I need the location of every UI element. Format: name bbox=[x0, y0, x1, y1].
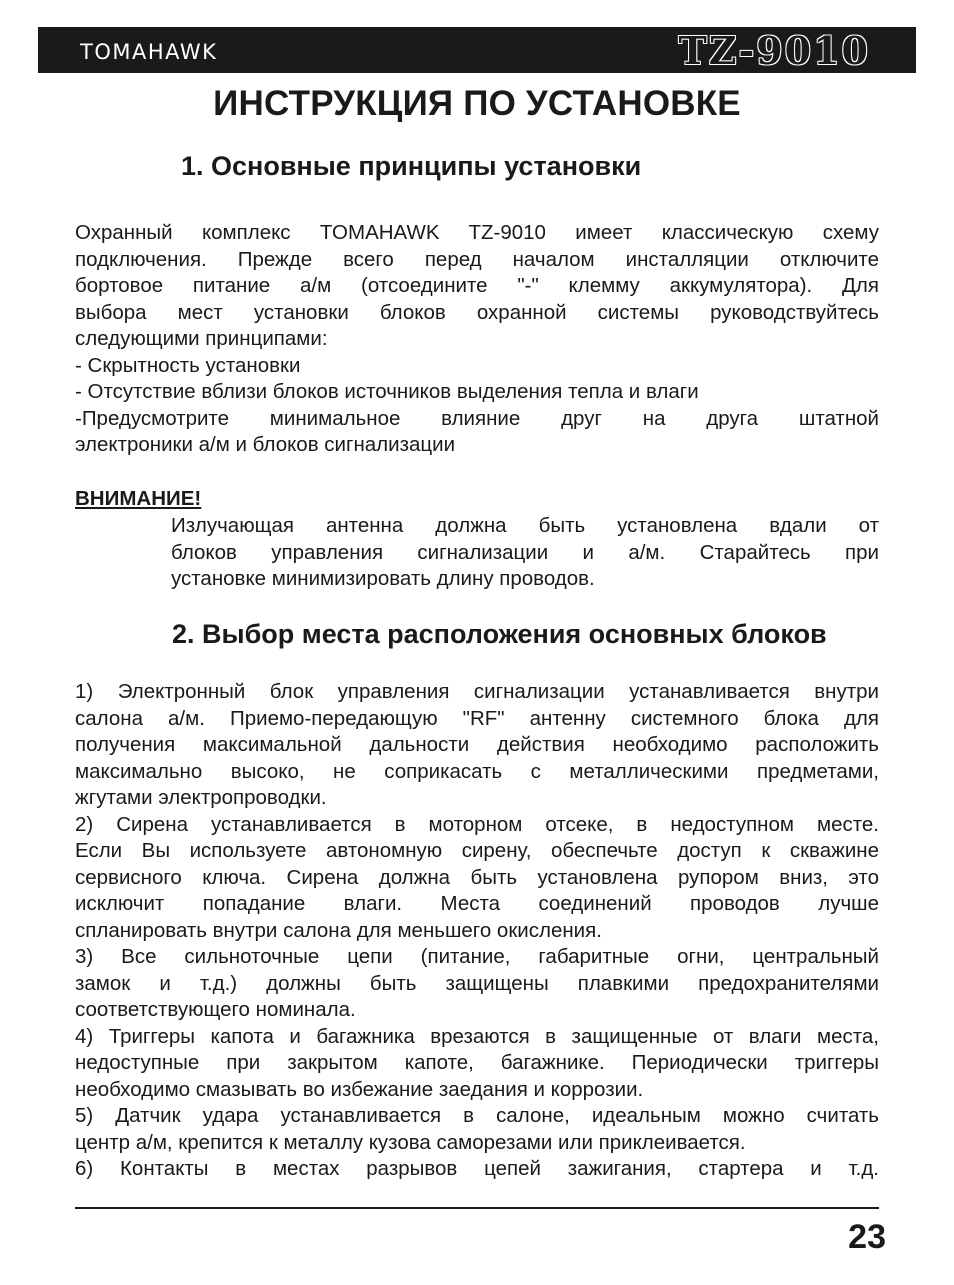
text-line: выбора мест установки блоков охранной системы руководствуйтесь bbox=[75, 300, 879, 324]
warning-label: ВНИМАНИЕ! bbox=[75, 487, 202, 510]
text-line: получения максимальной дальности действия необходимо расположить bbox=[75, 733, 879, 756]
text-line: -Предусмотрите минимальное влияние друг на друга штатной bbox=[75, 406, 879, 430]
model-name: TZ-9010 bbox=[678, 28, 870, 73]
text-line: - Скрытность установки bbox=[75, 353, 301, 377]
brand-name: TOMAHAWK bbox=[80, 40, 218, 64]
page-number: 23 bbox=[848, 1218, 886, 1256]
text-line: Охранный комплекс TOMAHAWK TZ-9010 имеет классическую схему bbox=[75, 221, 879, 244]
section-2-body bbox=[75, 679, 879, 1183]
text-line: исключит попадание влаги. Места соединений проводов лучше bbox=[75, 892, 879, 915]
text-line: электроники а/м и блоков сигнализации bbox=[75, 433, 456, 456]
header-bar bbox=[38, 27, 916, 73]
text-line: 1) Электронный блок управления сигнализации устанавливается внутри bbox=[75, 680, 879, 703]
text-line: максимально высоко, не соприкасать с металлическими предметами, bbox=[75, 759, 879, 783]
text-line: 6) Контакты в местах разрывов цепей зажигания, стартера и т.д. bbox=[75, 1157, 879, 1180]
text-line: салона а/м. Приемо-передающую "RF" антенну системного блока для bbox=[75, 706, 879, 730]
text-line: 2) Сирена устанавливается в моторном отсеке, в недоступном месте. bbox=[75, 812, 879, 836]
text-line: 3) Все сильноточные цепи (питание, габаритные огни, центральный bbox=[75, 945, 879, 968]
text-line: Излучающая антенна должна быть установлена вдали от bbox=[171, 514, 879, 537]
text-line: необходимо смазывать во избежание заедания и коррозии. bbox=[75, 1077, 644, 1101]
text-line: 5) Датчик удара устанавливается в салоне, идеальным можно считать bbox=[75, 1104, 879, 1127]
page-title: ИНСТРУКЦИЯ ПО УСТАНОВКЕ bbox=[213, 84, 741, 123]
text-line: жгутами электропроводки. bbox=[75, 786, 327, 809]
text-line: 4) Триггеры капота и багажника врезаются в защищенные от влаги места, bbox=[75, 1024, 879, 1048]
text-line: центр а/м, крепится к металлу кузова саморезами или приклеивается. bbox=[75, 1130, 746, 1154]
text-line: соответствующего номинала. bbox=[75, 998, 356, 1021]
section-1-body bbox=[75, 220, 879, 459]
footer-divider bbox=[75, 1207, 879, 1209]
text-line: установке минимизировать длину проводов. bbox=[171, 567, 595, 590]
text-line: следующими принципами: bbox=[75, 327, 328, 350]
warning-text bbox=[171, 513, 879, 593]
text-line: блоков управления сигнализации и а/м. Старайтесь при bbox=[171, 540, 879, 564]
text-line: сервисного ключа. Сирена должна быть установлена рупором вниз, это bbox=[75, 865, 879, 889]
text-line: подключения. Прежде всего перед началом инсталляции отключите bbox=[75, 247, 879, 271]
text-line: замок и т.д.) должны быть защищены плавкими предохранителями bbox=[75, 971, 879, 995]
text-line: спланировать внутри салона для меньшего окисления. bbox=[75, 918, 602, 942]
section-1-heading: 1. Основные принципы установки bbox=[181, 151, 642, 181]
text-line: бортовое питание а/м (отсоедините "-" клемму аккумулятора). Для bbox=[75, 274, 879, 297]
text-line: недоступные при закрытом капоте, багажнике. Периодически триггеры bbox=[75, 1051, 879, 1074]
text-line: - Отсутствие вблизи блоков источников выделения тепла и влаги bbox=[75, 380, 699, 403]
text-line: Если Вы используете автономную сирену, обеспечьте доступ к скважине bbox=[75, 839, 879, 862]
section-2-heading: 2. Выбор места расположения основных блоков bbox=[172, 619, 827, 649]
